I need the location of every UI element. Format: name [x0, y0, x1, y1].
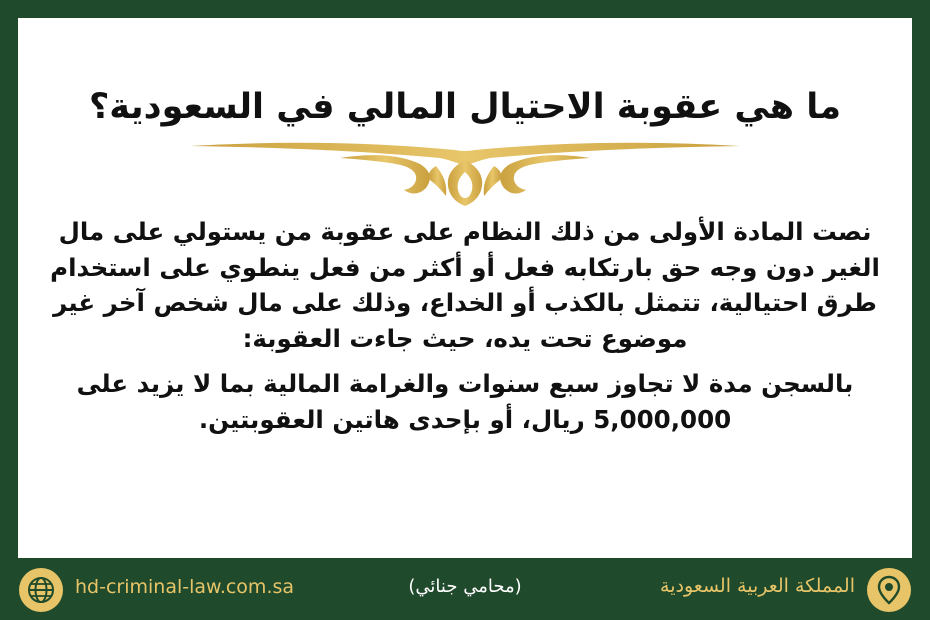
- website-link[interactable]: hd-criminal-law.com.sa: [75, 576, 295, 598]
- location-pin-icon: [867, 568, 911, 612]
- page-title: ما هي عقوبة الاحتيال المالي في السعودية؟: [88, 87, 842, 127]
- globe-icon: [19, 568, 63, 612]
- paragraph-penalty: بالسجن مدة لا تجاوز سبع سنوات والغرامة المالية بما لا يزيد على 5,000,000 ريال، أو بإحدى هاتين العقوبتين.: [76, 369, 854, 434]
- paragraph-article-one: نصت المادة الأولى من ذلك النظام على عقوبة من يستولي على مال الغير دون وجه حق بارتكابه فعل أو أكثر من فعل ينطوي على استخدام طرق احتيالية، تتمثل بالكذب أو الخداع، وذلك على مال شخص آخر غير موضوع تحت يده، حيث جاءت العقوبة:: [50, 217, 880, 353]
- content-card: [18, 18, 912, 558]
- country-label: المملكة العربية السعودية: [660, 575, 855, 597]
- footer-bar: [0, 558, 930, 620]
- role-label: (محامي جنائي): [408, 576, 522, 597]
- gold-ornament-divider: [190, 136, 740, 208]
- article-body: [48, 214, 882, 447]
